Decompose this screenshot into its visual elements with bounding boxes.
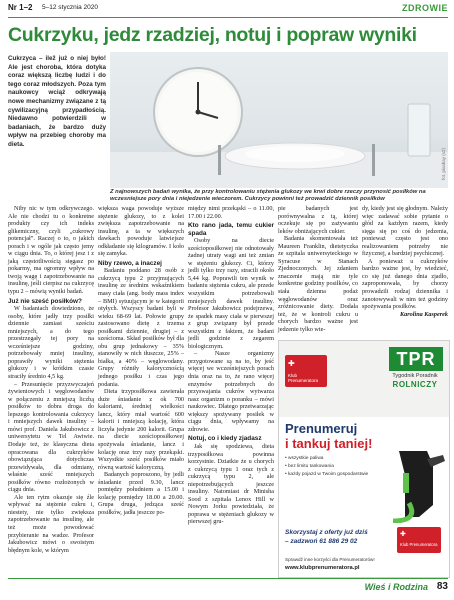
ad-cta-2[interactable]: – zadzwoń 61 886 29 02 bbox=[285, 538, 358, 545]
text-column-3 bbox=[188, 205, 274, 526]
paragraph: W badaniach dowiedziono, że osoby, które jadły trzy posiłki dziennie zamiast sześciu mniejszych, a do tego przestrzegały tej pory na wcześniejsze godziny, potrzebowały mniej insuliny, poprawiły wyniki stężenia glukozy i w krótkim czasie straciły średnio 4,5 kg. bbox=[8, 305, 94, 381]
ad-cta-1: Skorzystaj z oferty już dziś bbox=[285, 529, 368, 536]
subheading: Niby rzewo, a inaczej bbox=[98, 259, 162, 267]
paragraph: Badaniu poddano 28 osób z cukrzycą typu 2 przyjmujących insulinę ze średnim wskaźnikiem masy ciała (ang. body mass index – BMI) sytuującym je w kategorii otyłych. Wszyscy badani byli w wieku 68-69 lat. Połowie grupy zastosowano dietę z trzema posiłkami dziennie, drugiej – z sześcioma. Skład posiłków był dla obu grup jednakowy – 35% stanowiły w nich tłuszcze, 25% – białka, a 40% – węglowodany. Grupy różniły kalorycznością jednego posiłku i czas jego podania. bbox=[98, 267, 184, 388]
paragraph: dy, kiedy jest się głodnym. Należy więc zadawać sobie pytanie o głód za każdym razem, kiedy sięga się po coś do jedzenia, ponieważ często jest ono realizowaniem potrzeby nie fizycznej, a bardziej psychicznej. bbox=[362, 205, 448, 258]
ad-bullet-list bbox=[285, 455, 389, 479]
ad-headline-1: Prenumeruj bbox=[285, 421, 358, 436]
paragraph: – Przesunięcie przyzwyczajeń żywieniowych i węglowodanów w połączeniu z mniejszą liczbą posiłków to dobra droga do lepszego kontrolowania cukrzycy i mniejszych dawek insuliny – mówi prof. Daniela Jakubowicz z uniwersytetu w Tel Awiwie. Dodaje też, że klasyczna dieta opracowana dla cukrzyków obowiązująca dotychczas przewidywała, dla odmiany, właśnie sześć mniejszych posiłków równo rozłożonych w ciągu dnia. bbox=[8, 380, 94, 494]
paragraph: A ponieważ u cukrzyków bardzo ważne jest, by wiedzieć, co się już danego dnia zjadło, zaproponowała, by chorzy prowadzili rodzaj dziennika i zanotowywali w nim też godziny spożywania posiłków. bbox=[362, 257, 448, 311]
page-header bbox=[8, 3, 448, 17]
fuel-nozzle-icon bbox=[389, 445, 447, 523]
tpr-logo: TPR bbox=[389, 347, 443, 371]
club-badge-small bbox=[397, 527, 441, 553]
ad-bullet: • bez limitu tankowania bbox=[285, 464, 334, 469]
subheading: Już nie sześć posiłków? bbox=[8, 297, 82, 305]
text-column-5 bbox=[362, 205, 448, 318]
paragraph: – Nasze organizmy przygotowane są na to, by jeść więcej we wcześniejszych porach dnia oraz na to, że rano więcej enzymów potrzebnych do przyswajania cukrów wytwarza nasz organizm o poranku – mówi naukowiec. Dlatego przetwarzając większy spożywany posiłek w ciągu dnia, wpływamy na zdrowie. bbox=[188, 350, 274, 433]
subheading: Notuj, co i kiedy zjadasz bbox=[188, 435, 262, 443]
paragraph: Jak się spodziewa, dieta trzyposiłkowa powinna korzystnie. Dziatkie że u chorych z cukrzycą typu 1 oraz tych z cukrzycą typu 2, ale niepotrzebujących jeszcze insuliny. Natomiast dr Minisha Sood z szpitala Lenox Hill w Nowym Jorku powiedziała, że poprawa w stężeniach glukozy w pierwszej gru- bbox=[188, 442, 274, 526]
header-rule bbox=[8, 17, 448, 18]
photo-caption: Z najnowszych badań wynika, że przy kontrolowaniu stężenia glukozy we krwi dobre rzeczy przynosić posiłków na wczesniejsze pory dnia i niejedzenie wieczorem. Cukrzycy powinni też prowadzić dziennik posiłków bbox=[110, 189, 426, 202]
ad-footer-1: Sprawdź inne korzyści dla Prenumeratorów! bbox=[285, 557, 375, 562]
issue-number: Nr 1–2 bbox=[8, 3, 33, 12]
paragraph: pie badanych jest porównywalna z tą, której oczekuje się po zażywaniu leków obniżających cukier. bbox=[278, 205, 358, 235]
photo-illustration bbox=[110, 52, 448, 188]
page-footer bbox=[8, 578, 448, 596]
page-number: 83 bbox=[436, 581, 448, 592]
club-label: Klub Prenumeratora bbox=[288, 373, 319, 383]
paragraph: Badania skomentowała też Maureen Franklin, dietetyczka ze szpitala uniwersyteckiego w Syracuse w Stanach Zjednoczonych. Jej zdaniem znaczenie mają nie tyle konkretne godziny posiłków, co stała dzienna podaż węglowodanów oraz zróżnicowanie diety. Dodała też, że w kontroli cukru u chorych bardzo ważne jest jedzenie tylko wte- bbox=[278, 235, 358, 333]
text-column-2 bbox=[98, 205, 184, 516]
text-column-4 bbox=[278, 205, 358, 333]
ad-bullet: • wszystkie paliwa bbox=[285, 456, 324, 461]
tpr-logo-sub2: ROLNICZY bbox=[392, 380, 438, 389]
gift-icon: ✚ bbox=[400, 531, 406, 538]
ad-footer-url[interactable]: www.klubprenumeratora.pl bbox=[285, 565, 360, 571]
article-title: Cukrzyku, jedz rzadziej, notuj i popraw wyniki bbox=[8, 24, 417, 46]
advertisement-box[interactable] bbox=[278, 340, 450, 578]
ad-bullet: • każdy pojazd w Twoim gospodarstwie bbox=[285, 472, 369, 477]
paragraph: Niby nic w tym odkrywczego. Ale nie chodzi tu o konkretne produkty czy ich indeks glikemiczny, czyli „cukrowy potencjał”. Raczej o to, o jakich porach i w ogóle jak często jemy w ciągu dnia. To, o której jesz i z jaką częstotliwością sięgasz po pokarmy, ma ogromny wpływ na twoją wagę i zapotrzebowanie na insulinę, jeśli cierpisz na cukrzycę typu 2 – mówią wyniki badań. bbox=[8, 205, 94, 296]
section-label: ZDROWIE bbox=[402, 3, 448, 13]
footer-rule bbox=[8, 578, 448, 579]
article-lead: Cukrzyca – ilež już o niej było! Ale jest choroba, która dotyka coraz większą liczbę ludzi i do tego coraz młodszych. Poza tym naukowcy wciąż odkrywają nowe mechanizmy związane z tą cywilizacyjną przypadłością. Niedawno potwierdzili w badaniach, że bardzo duży wpływ na przebieg choroby ma dieta. bbox=[8, 55, 106, 148]
gift-icon: ✚ bbox=[288, 359, 295, 368]
tpr-logo-sub1: Tygodnik Poradnik bbox=[392, 373, 438, 379]
club-label-small: Klub Prenumeratora bbox=[400, 542, 438, 547]
ad-headline-2: i tankuj taniej! bbox=[285, 436, 373, 451]
issue-date: 5–12 stycznia 2020 bbox=[42, 4, 99, 11]
subheading: Kto rano jada, temu cukier spada bbox=[188, 222, 274, 237]
paragraph: Osoby na diecie sześcioposiłkowej nie odnotowały żadnej utraty wagi ani też zmian w stężeniu glukozy. Ci, którzy jedli tylko trzy razy, stracili około 5,44 kg. Poprawili ten wynik w badaniu stężenia cukru, ale przede wszystkim potrzebowali mniejszych dawek insuliny. Profesor Jakubowicz podejrzewa, że spadek masy ciała w pierwszej z grup związany był przede wszystkim z faktem, że badani jedli godzinie z zegarem biologicznym. bbox=[188, 237, 274, 350]
paragraph: Dieta trzyposiłkowa zawierała duże śniadanie z ok 700 kaloriami, średniej wielkości lancz, który miał wartość 600 kalorii i mniejszą kolację, która liczyła jedynie 200 kalorii. Grupa na diecie sześcioposiłkowej spożywała śniadanie, lancz i kolację oraz trzy razy przekąski. Wszystkie sześć posiłków miało równą wartość kaloryczną. bbox=[98, 388, 184, 471]
paragraph: Ale ten rytm okazuje się źle wpływać na stężenie cukru i, niestety, nie tylko zwiększa zapotrzebowanie na insulinę, ale też może powodować przybieranie na wadze. Profesor Jakubowicz mówi o swoistym błędnym kole, w którym bbox=[8, 493, 94, 554]
magazine-brand: Wieś i Rodzina bbox=[364, 582, 428, 592]
photo-credit: fot. pixabay (x2) bbox=[441, 148, 446, 181]
text-column-1 bbox=[8, 205, 94, 554]
author-signature: Karolina Kasperek bbox=[400, 310, 448, 318]
article-photo bbox=[110, 52, 448, 188]
paragraph: między nimi przekąski – o 11.00, 17.00 i 22.00. bbox=[188, 205, 274, 220]
paragraph: Badanych poproszono, by jedli śniadanie przed 9.30, lancz pomiędzy południem a 15.00 i kolację pomiędzy 18.00 a 20.00. Grupa druga, jedząca sześć posiłków, jadła jeszcze po- bbox=[98, 471, 184, 516]
club-badge bbox=[285, 355, 327, 387]
paragraph: większa waga powoduje wyższe stężenie glukozy, to z kolei zwiększa zapotrzebowanie na insulinę, a ta w większych dawkach powoduje latwiejsze odkładanie się kilogramów. I koło się zamyka. bbox=[98, 205, 184, 258]
